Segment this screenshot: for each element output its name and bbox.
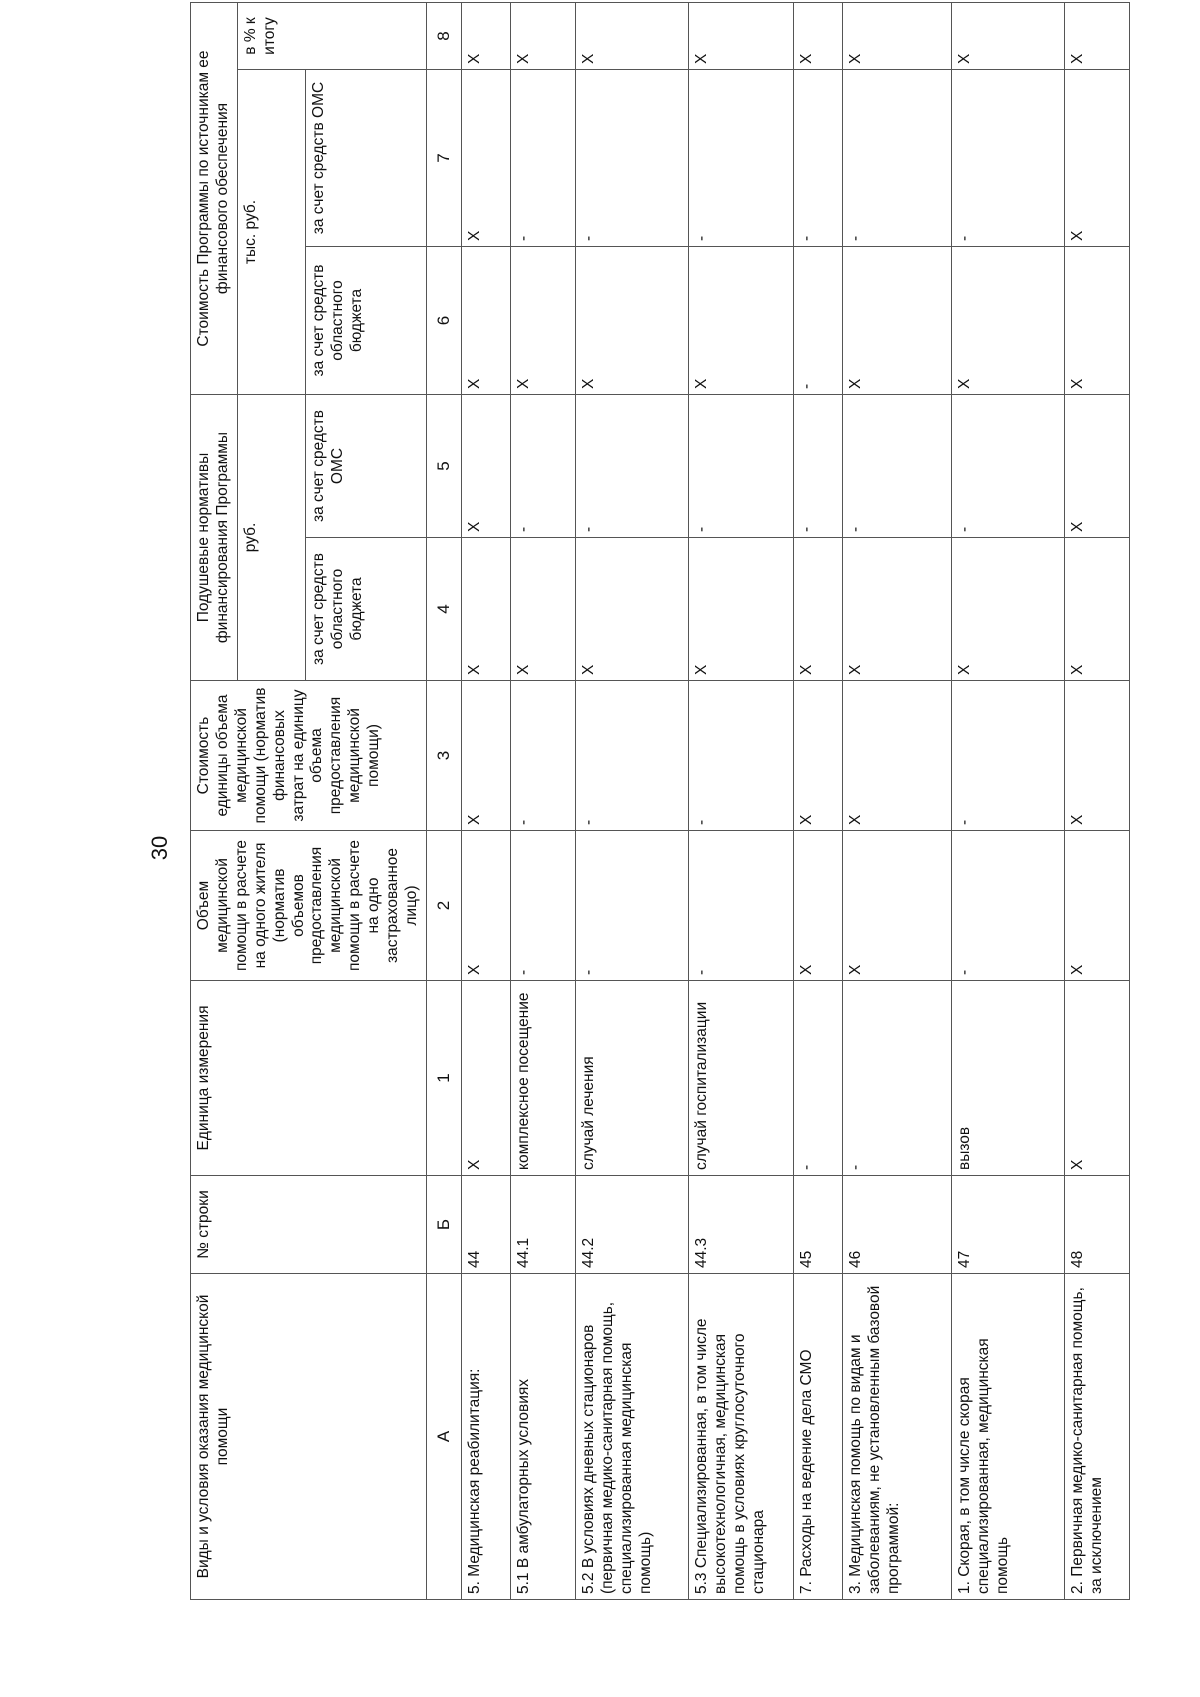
header-col-8: в % к итогу bbox=[237, 3, 426, 70]
row-c5: - bbox=[842, 395, 951, 538]
row-name: 5.1 В амбулаторных условиях bbox=[510, 1274, 575, 1600]
table-row bbox=[842, 3, 951, 1600]
header-col-5: за счет средств ОМС bbox=[305, 395, 426, 538]
row-line: 48 bbox=[1064, 1176, 1129, 1274]
row-c5: - bbox=[793, 395, 842, 538]
row-c3: X bbox=[842, 681, 951, 831]
header-col-7: за счет средств ОМС bbox=[305, 70, 426, 247]
row-c4: X bbox=[1064, 538, 1129, 681]
row-c8: X bbox=[575, 3, 688, 70]
row-c7: - bbox=[842, 70, 951, 247]
row-c4: X bbox=[575, 538, 688, 681]
row-unit: случай лечения bbox=[575, 981, 688, 1176]
page-number: 30 bbox=[147, 835, 172, 861]
row-line: 44.1 bbox=[510, 1176, 575, 1274]
row-c3: - bbox=[688, 681, 793, 831]
index-row bbox=[426, 3, 461, 1600]
table-row bbox=[575, 3, 688, 1600]
table-row bbox=[951, 3, 1064, 1600]
table-row bbox=[461, 3, 510, 1600]
row-c4: X bbox=[461, 538, 510, 681]
row-c2: X bbox=[461, 831, 510, 981]
row-c4: X bbox=[951, 538, 1064, 681]
row-name: 3. Медицинская помощь по видам и заболеваниям, не установленным базовой программой: bbox=[842, 1274, 951, 1600]
index-cell: Б bbox=[426, 1176, 461, 1274]
row-c8: X bbox=[510, 3, 575, 70]
header-cost-unit: тыс. руб. bbox=[237, 70, 305, 395]
index-cell: А bbox=[426, 1274, 461, 1600]
rotated-table-wrapper bbox=[190, 17, 1153, 1600]
header-col-4: за счет средств областного бюджета bbox=[305, 538, 426, 681]
row-c8: X bbox=[1064, 3, 1129, 70]
row-c5: X bbox=[1064, 395, 1129, 538]
row-unit: - bbox=[793, 981, 842, 1176]
index-cell: 5 bbox=[426, 395, 461, 538]
row-name: 5.2 В условиях дневных стационаров (первичная медико-санитарная помощь, специализированная медицинская помощь) bbox=[575, 1274, 688, 1600]
row-line: 47 bbox=[951, 1176, 1064, 1274]
index-cell: 1 bbox=[426, 981, 461, 1176]
row-c5: - bbox=[510, 395, 575, 538]
header-col-1: Единица измерения bbox=[191, 981, 427, 1176]
row-c4: X bbox=[842, 538, 951, 681]
row-c5: - bbox=[575, 395, 688, 538]
row-name: 5. Медицинская реабилитация: bbox=[461, 1274, 510, 1600]
row-c2: X bbox=[842, 831, 951, 981]
header-group-norm: Подушевые нормативы финансирования Программы bbox=[191, 395, 238, 681]
header-col-6: за счет средств областного бюджета bbox=[305, 247, 426, 395]
header-row-1 bbox=[191, 3, 238, 1600]
row-c4: X bbox=[688, 538, 793, 681]
row-c8: X bbox=[842, 3, 951, 70]
row-c6: X bbox=[510, 247, 575, 395]
row-c2: X bbox=[793, 831, 842, 981]
row-c6: X bbox=[951, 247, 1064, 395]
row-line: 44.3 bbox=[688, 1176, 793, 1274]
row-c2: - bbox=[510, 831, 575, 981]
header-col-a: Виды и условия оказания медицинской помощи bbox=[191, 1274, 427, 1600]
header-group-cost: Стоимость Программы по источникам ее финансового обеспечения bbox=[191, 3, 238, 395]
table-row bbox=[688, 3, 793, 1600]
row-name: 1. Скорая, в том числе скорая специализированная, медицинская помощь bbox=[951, 1274, 1064, 1600]
row-c8: X bbox=[461, 3, 510, 70]
row-c3: X bbox=[1064, 681, 1129, 831]
row-c7: - bbox=[793, 70, 842, 247]
row-c5: - bbox=[951, 395, 1064, 538]
row-c3: - bbox=[575, 681, 688, 831]
row-c7: - bbox=[510, 70, 575, 247]
row-c3: - bbox=[510, 681, 575, 831]
table-row bbox=[1064, 3, 1129, 1600]
index-cell: 2 bbox=[426, 831, 461, 981]
row-unit: - bbox=[842, 981, 951, 1176]
index-cell: 7 bbox=[426, 70, 461, 247]
row-line: 44.2 bbox=[575, 1176, 688, 1274]
row-c2: - bbox=[575, 831, 688, 981]
row-c7: - bbox=[688, 70, 793, 247]
index-cell: 6 bbox=[426, 247, 461, 395]
row-c6: X bbox=[688, 247, 793, 395]
row-name: 5.3 Специализированная, в том числе высокотехнологичная, медицинская помощь в условиях круглосуточного стационара bbox=[688, 1274, 793, 1600]
index-cell: 3 bbox=[426, 681, 461, 831]
row-c6: X bbox=[461, 247, 510, 395]
header-col-2: Объем медицинской помощи в расчете на одного жителя (норматив объемов предоставления медицинской помощи в расчете на одно застрахованное лицо) bbox=[191, 831, 427, 981]
row-c6: X bbox=[842, 247, 951, 395]
row-c4: X bbox=[510, 538, 575, 681]
row-c3: X bbox=[793, 681, 842, 831]
row-c6: X bbox=[1064, 247, 1129, 395]
row-line: 44 bbox=[461, 1176, 510, 1274]
row-c2: - bbox=[688, 831, 793, 981]
row-name: 2. Первичная медико-санитарная помощь, за исключением bbox=[1064, 1274, 1129, 1600]
row-c7: X bbox=[1064, 70, 1129, 247]
row-line: 46 bbox=[842, 1176, 951, 1274]
row-c6: X bbox=[575, 247, 688, 395]
row-unit: вызов bbox=[951, 981, 1064, 1176]
row-unit: комплексное посещение bbox=[510, 981, 575, 1176]
row-c5: - bbox=[688, 395, 793, 538]
row-c8: X bbox=[688, 3, 793, 70]
header-col-3: Стоимость единицы объема медицинской помощи (норматив финансовых затрат на единицу объема предоставления медицинской помощи) bbox=[191, 681, 427, 831]
row-c8: X bbox=[951, 3, 1064, 70]
row-line: 45 bbox=[793, 1176, 842, 1274]
row-unit: X bbox=[1064, 981, 1129, 1176]
row-c4: X bbox=[793, 538, 842, 681]
table-row bbox=[793, 3, 842, 1600]
row-c3: X bbox=[461, 681, 510, 831]
header-col-b: № строки bbox=[191, 1176, 427, 1274]
index-cell: 8 bbox=[426, 3, 461, 70]
row-c7: - bbox=[951, 70, 1064, 247]
row-c6: - bbox=[793, 247, 842, 395]
row-name: 7. Расходы на ведение дела СМО bbox=[793, 1274, 842, 1600]
row-c3: - bbox=[951, 681, 1064, 831]
header-norm-unit: руб. bbox=[237, 395, 305, 681]
row-c2: - bbox=[951, 831, 1064, 981]
row-unit: случай госпитализации bbox=[688, 981, 793, 1176]
row-unit: X bbox=[461, 981, 510, 1176]
row-c5: X bbox=[461, 395, 510, 538]
table-row bbox=[510, 3, 575, 1600]
index-cell: 4 bbox=[426, 538, 461, 681]
row-c8: X bbox=[793, 3, 842, 70]
row-c2: X bbox=[1064, 831, 1129, 981]
row-c7: X bbox=[461, 70, 510, 247]
row-c7: - bbox=[575, 70, 688, 247]
funding-table bbox=[190, 2, 1130, 1600]
